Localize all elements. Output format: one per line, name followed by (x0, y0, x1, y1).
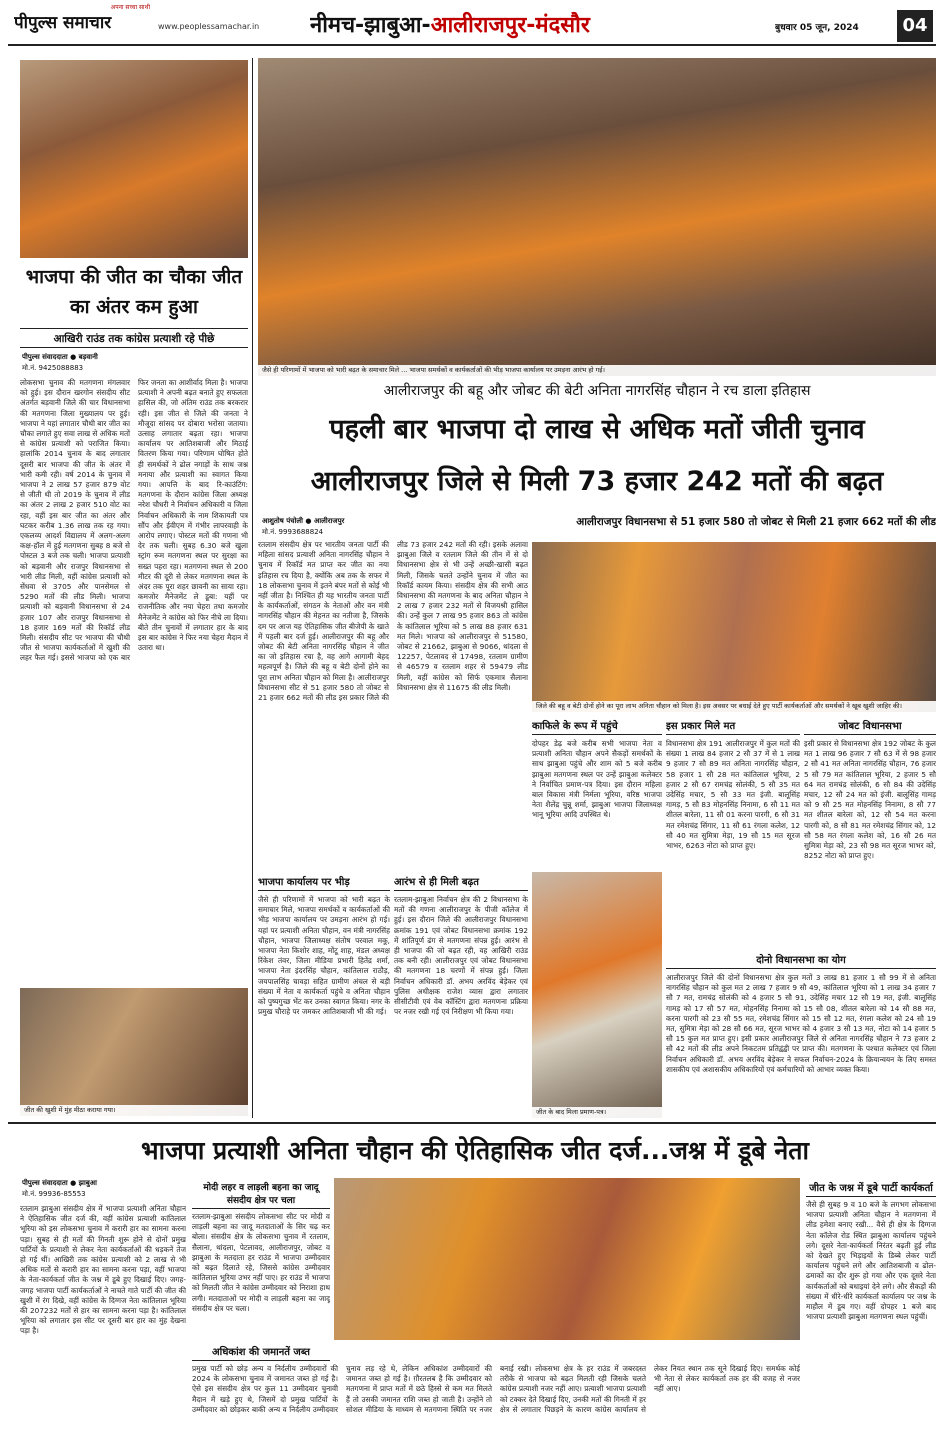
left-headline: भाजपा की जीत का चौका जीत का अंतर कम हुआ (25, 266, 243, 318)
section-aarambh-body: रतलाम-झाबुआ निर्वाचन क्षेत्र की 2 विधानसभा के मतों की गणना आलीराजपुर के पीजी कॉलेज में हुई। इस दौरान जिले की आलीराजपुर विधानसभा क्रमांक 191 एवं जोबट विधानसभा क्रमांक 192 में शांतिपूर्ण ढंग से मतगणना संपन्न हुई। आरंभ से ही भाजपा की जो बढ़त रही, वह आखिरी राउंड तक बनी रही। आलीराजपुर एवं जोबट विधानसभा की मतगणना 18 चरणों में संपन्न हुई। जिला निर्वाचन अधिकारी डॉ. अभय अरविंद बेड़ेकर एवं पुलिस अधीक्षक राजेश व्यास द्वारा लगातार सीसीटीवी एवं वेब कॉस्टिंग द्वारा मतगणना प्रक्रिया पर नजर रखी गई एवं निरीक्षण भी किया गया। (394, 895, 528, 1017)
lead-kicker: आलीराजपुर की बहू और जोबट की बेटी अनिता नागरसिंह चौहान ने रच डाला इतिहास (383, 383, 811, 399)
section-dono-title: दोनो विधानसभा का योग (666, 950, 936, 969)
section-adhikansh-body-text: प्रमुख पार्टी को छोड़ अन्य व निर्दलीय उम्मीदवारों की 2024 के लोकसभा चुनाव में जमानत जब्त हो गई है। ऐसे इस संसदीय क्षेत्र पर कुल 11 उम्मीदवार चुनावी मैदान में खड़े हुए थे, जिसमें दो प्रमुख पार्टियों के उम्मीदवार को छोड़कर बाकी अन्य व निर्दलीय उम्मीदवार चुनाव लड़ रहे थे, लेकिन अधिकांश उम्मीदवारों की जमानत जब्त हो गई है। ग़ौरतलब है कि उम्मीदवार को मतगणना में प्राप्त मतों में छठे हिस्से से कम मत मिलते हैं तो उसकी जमानत राशि जब्त हो जाती है। (192, 1364, 492, 1414)
page-number: 04 (897, 10, 933, 42)
section-mile-title: इस प्रकार मिले मत (666, 716, 800, 735)
section-side-title: जीत के जश्न में डूबे पार्टी कार्यकर्ता (806, 1178, 936, 1197)
lead-byline-mobile: मो.नं. 9993688824 (262, 528, 324, 536)
section-kafile-title: काफिले के रूप में पहुंचे (532, 716, 662, 735)
bottom-byline-place: झाबुआ (78, 1179, 97, 1187)
bottom-byline: पीपुल्स संवाददाता ● झाबुआ मो.नं. 99936-85553 (22, 1178, 182, 1200)
section-mile (666, 716, 800, 946)
bottom-celebration-photo (334, 1178, 800, 1340)
lead-article-body: रतलाम संसदीय क्षेत्र पर भारतीय जनता पार्टी की महिला सांसद प्रत्याशी अनिता नागरसिंह चौहान ने चुनाव में रिकॉर्ड मत प्राप्त कर जीत का नया इतिहास रच दिया है, क्योंकि अब तक के सफर में 18 लोकसभा चुनाव में इतने बंपर मतों से कोई भी नहीं जीता है। निश्चित ही यह भारतीय जनता पार्टी के कार्यकर्ताओं, संगठन के नेताओं और वन मंत्री नागरसिंह चौहान की मेहनत का नतीजा है, जिसके दम पर आज यह ऐतिहासिक जीत बीजेपी के खाते में पहली बार दर्ज हुई। आलीराजपुर की बहू और जोबट की बेटी अनिता नागरसिंह चौहान ने जीत का जो इतिहास रचा है, वह आगे आगामी बेहद महत्वपूर्ण है। जिले की बहू व बेटी दोनों होने का पूरा लाभ अनिता चौहान को मिला है। आलीराजपुर विधानसभा सीट से 51 हजार 580 तो जोबट से 21 हजार 662 मतों की लीड इस प्रकार जिले की लीड 73 हजार 242 मतों की रही। इसके अलावा झाबुआ जिले व रतलाम जिले की तीन में से दो विधानसभा क्षेत्र से भी उन्हें अच्छी-खासी बढ़त मिली, जिसके चलते उन्होंने चुनाव में जीत का रिकॉर्ड कायम किया। संसदीय क्षेत्र की सभी आठ विधानसभा की मतगणना के बाद अनिता चौहान ने 2 लाख 7 हजार 232 मतों से विजयश्री हासिल की। उन्हें कुल 7 लाख 95 हजार 863 तो कांग्रेस के कांतिलाल भूरिया को 5 लाख 88 हजार 631 मत मिले। भाजपा को आलीराजपुर से 51580, जोबट से 21662, झाबुआ से 9066, थांदला से 12257, पेटलावद से 17498, रतलाम ग्रामीण से 46579 व रतलाम शहर से 59479 लीड मिली, वहीं कांग्रेस को सिर्फ एकमात्र सैलाना विधानसभा क्षेत्र से 11675 की लीड मिली। (258, 540, 528, 703)
certificate-photo-caption: जीत के बाद मिला प्रमाण-पत्र। (532, 1107, 662, 1118)
lead-subhead: आलीराजपुर विधानसभा से 51 हजार 580 तो जोबट से मिली 21 हजार 662 मतों की लीड (576, 516, 936, 528)
section-adhikansh (192, 1342, 800, 1440)
lead-headline-1: पहली बार भाजपा दो लाख से अधिक मतों जीती चुनाव (329, 414, 865, 445)
bottom-body-3: उन्होंने तो सोशल मीडिया के माध्यम से मतगणना स्थिति पर नजर बनाई रखी। लोकसभा क्षेत्र के हर राउंड में जबरदस्त तरीके से भाजपा को बढ़त मिलती रही जिसके चलते कांग्रेस प्रत्याशी नजर नहीं आए। प्रत्याशी भाजपा प्रत्याशी को टक्कर देते दिखाई दिए, उनकी मतों की गिनती में हर क्षेत्र से लगातार पिछड़ने के कारण कांग्रेस कार्यालय से लेकर नियत स्थान तक सूने दिखाई दिए। समर्थक कोई भी नेता से लेकर कार्यकर्ता तक हर की वजह से नजर नहीं आए। (346, 1364, 800, 1414)
left-article-body: लोकसभा चुनाव की मतगणना मंगलवार को हुई। इस दौरान खरगोन संसदीय सीट अंतर्गत बड़वानी जिले की चार विधानसभा की मतगणना जिला मुख्यालय पर हुई। भाजपा ने यहां लगातार चौथी बार जीत का चौका लगाते हुए सवा लाख से अधिक मतों से कांग्रेस प्रत्याशी को पराजित किया। हालांकि 2014 चुनाव के बाद लगातार दूसरी बार भाजपा की जीत के अंतर में भारी कमी रही। वर्ष 2014 के चुनाव में भाजपा ने 2 लाख 57 हजार 879 वोट से जीती थी तो 2019 के चुनाव में लीड का अंतर 2 लाख 2 हजार 510 वोट का रहा, वहीं इस बार जीत का अंतर और घटकर करीब 1.36 लाख तक रह गया। एकलव्य आदर्श विद्यालय में अलग-अलग कक्ष-हॉल में हुई मतगणना सुबह 8 बजे से पोस्टल 3 बजे तक चली। भाजपा प्रत्याशी को बड़वानी और राजपुर विधानसभा से भारी लीड मिली, वहीं कांग्रेस प्रत्याशी को सेंधवा से 3705 और पानसेमल से 5290 मतों की लीड मिली। भाजपा प्रत्याशी को बड़वानी विधानसभा से 24 हजार 107 और राजपुर विधानसभा से 18 हजार 169 मतों की रिकॉर्ड लीड मिली। संसदीय सीट पर भाजपा की चौथी जीत से भाजपा कार्यकर्ताओं में खुशी की लहर फैल गई। इससे भाजपा को एक बार फिर जनता का आशीर्वाद मिला है। भाजपा प्रत्याशी ने अपनी बढ़त बनाते हुए सफलता हासिल की, जो अंतिम राउंड तक बरकरार रही। इस जीत से जिले की जनता ने मौजूदा सांसद पर दोबारा भरोसा जताया। उत्साह लगातार बढ़ता रहा। भाजपा कार्यालय पर आतिशबाजी और मिठाई वितरण किया गया। परिणाम घोषित होते ही समर्थकों ने ढोल नगाड़ों के साथ जश्न मनाया और प्रत्याशी का स्वागत किया गया। आपत्ति के बाद रि-काउंटिंग: मतगणना के दौरान कांग्रेस जिला अध्यक्ष नरेश चौधरी ने निर्वाचन अधिकारी व जिला निर्वाचन अधिकारी के नाम शिकायती पत्र सौंप और ईवीएम में गंभीर लापरवाही के आरोप लगाए। पोस्टल मतों की गणना भी देर तक चली। सुबह 6.30 बजे खुला स्ट्रांग रूम मतगणना स्थल पर सुरक्षा का सख्त पहरा रहा। मतगणना स्थल से 200 मीटर की दूरी से लेकर मतगणना स्थल के अंदर तक पूरा शहर छावनी का साया रहा। कमजोर मैनेजमेंट ले डूबा: यहीं पर राजनीतिक और नया चेहरा तथा कमजोर मैनेजमेंट ने कांग्रेस को फिर नीचे ला दिया। बीते तीन चुनावों में लगातार हार के बाद इस बार कांग्रेस ने फिर नया चेहरा मैदान में उतारा था। (20, 378, 248, 663)
lead-byline-place: आलीराजपुर (313, 517, 345, 525)
bottom-headline: भाजपा प्रत्याशी अनिता चौहान की ऐतिहासिक जीत दर्ज...जश्न में डूबे नेता (141, 1136, 809, 1165)
masthead (0, 0, 945, 52)
section-jobat (804, 716, 936, 946)
lead-byline: आशुतोष पंचोली ● आलीराजपुर मो.नं. 9993688824 (262, 516, 412, 538)
section-adhikansh-title: अधिकांश की जमानतें जब्त (192, 1342, 330, 1361)
left-byline-mobile: मो.नं. 9425088883 (22, 364, 84, 372)
section-aarambh-title: आरंभ से ही मिली बढ़त (394, 872, 528, 891)
section-bhid-title: भाजपा कार्यालय पर भीड़ (258, 872, 390, 891)
brand-logo: पीपुल्स समाचार (14, 13, 112, 33)
bottom-body-1: रतलाम झाबुआ संसदीय क्षेत्र में भाजपा प्रत्याशी अनिता चौहान ने ऐतिहासिक जीत दर्ज की, वहीं कांग्रेस प्रत्याशी कांतिलाल भूरिया को इस लोकसभा चुनाव में करारी हार का सामना करना पड़ा। सुबह से ही मतों की गिनती शुरू होने से दोनों प्रमुख पार्टियों के प्रत्याशी से लेकर नेता कार्यकर्ताओं की धड़कनें तेज हो गई थीं। आखिरी तक कांग्रेस प्रत्याशी को 2 लाख से भी अधिक मतों से करारी हार का सामना करना पड़ा, वहीं भाजपा के नेता-कार्यकर्ता जीत के जश्न में डूबे हुए दिखाई दिए। जगह-जगह भाजपा पार्टी कार्यकर्ताओं ने नाचते गाते पार्टी की जीत की खुशी में रंग दिखे, वहीं कांग्रेस के दिग्गज नेता कांतिलाल भूरिया की 207232 मतों से हार का सामना करना पड़ा है। कांतिलाल भूरिया को लगातार इस सीट पर दूसरी बार हार का मुंह देखना पड़ा है। (20, 1204, 186, 1336)
left-byline-place: बड़वानी (78, 353, 98, 361)
edition-part-1: नीमच-झाबुआ- (310, 13, 431, 38)
section-mile-body: विधानसभा क्षेत्र 191 आलीराजपुर में कुल मतों की संख्या 1 लाख 84 हजार 2 सौ 37 में से 1 लाख 9 हजार 7 सौ 89 मत अनिता नागरसिंह चौहान, 58 हजार 1 सौ 28 मत कांतिलाल भूरिया, 2 हजार 2 सौ 67 रामचंद्र सोलंकी, 5 सौ 35 मत उदेसिंह मचार, 5 सौ 33 मत इंजी. बालूसिंह गामड़, 5 सौ 83 मोहनसिंह निनामा, 6 सौ 11 मत शीतल बारेला, 11 सौ 01 करना पारगी, 6 सौ 31 मत रमेशचंद्र सिंगार, 11 सौ 61 रंगला कलेश, 12 सौ 40 मत सुमित्रा मेड़ा, 19 सौ 15 मत सूरज भाभर, 6263 नोटा को प्राप्त हुए। (666, 739, 800, 851)
masthead-rule (8, 44, 936, 46)
section-jobat-title: जोबट विधानसभा (804, 716, 936, 735)
section-jobat-body: इसी प्रकार से विधानसभा क्षेत्र 192 जोबट के कुल मत 1 लाख 96 हजार 7 सौ 63 में से 98 हजार 2 सौ 41 मत अनिता नागरसिंह चौहान, 76 हजार 5 सौ 79 मत कांतिलाल भूरिया, 2 हजार 5 सौ 64 मत रामचंद्र सोलंकी, 6 सौ 84 की उदेसिंह मचार, 12 सौ 24 मत को इंजी. बालूसिंह गामड़ को 9 सौ 25 मत मोहनसिंह निनामा, 8 सौ 77 मत शीतल बारेला को, 12 सौ 54 मत करना पारगी को, 8 सौ 81 मत रमेशचंद्र सिंगार को, 12 सौ 58 मत रंगला कलेश को, 16 सौ 26 मत सुमित्रा मेड़ा को, 23 सौ 98 मत सूरज भाभर को, 8252 नोटा को प्राप्त हुए। (804, 739, 936, 861)
section-modi-title: मोदी लहर व लाड़ली बहना का जादू संसदीय क्षेत्र पर चला (192, 1178, 330, 1209)
section-kafile-body: दोपहर डेढ़ बजे करीब सभी भाजपा नेता व प्रत्याशी अनिता चौहान अपने सैकड़ों समर्थकों के साथ झाबुआ पहुंचे और शाम को 5 बजे करीब झाबुआ मतगणना स्थल पर उन्हें झाबुआ कलेक्टर ने निर्वाचित प्रमाण-पत्र दिया। इस दौरान महिला बाल विकास मंत्री निर्मला भूरिया, वरिष्ठ भाजपा नेता शैलेंद्र चुन्नू शर्मा, झाबुआ भाजपा जिलाध्यक्ष भानू भूरिया आदि उपस्थित थे। (532, 739, 662, 820)
brand-tagline: अपना सच्चा साथी (110, 4, 150, 11)
section-side (806, 1178, 936, 1440)
site-url[interactable]: www.peoplessamachar.in (158, 22, 260, 31)
edition-title (310, 9, 730, 39)
section-modi (192, 1178, 330, 1338)
lead-photo (532, 542, 936, 712)
section-modi-body: रतलाम-झाबुआ संसदीय लोकसभा सीट पर मोदी व लाड़ली बहना का जादू मतदाताओं के सिर चढ़ कर बोला। संसदीय क्षेत्र के लोकसभा चुनाव में रतलाम, सैलाना, थांदला, पेटलावद, आलीराजपुर, जोबट व झाबुआ के मतदाता हर राउंड में भाजपा उम्मीदवार को बढ़त दिलाते रहे, जिससे कांग्रेस उम्मीदवार कांतिलाल भूरिया उभर नहीं पाए। हर राउंड में भाजपा को मिलती जीत ने कांग्रेस उम्मीदवार को निराशा हाथ लगी। मतदाताओं पर मोदी व लाड़ली बहना का जादू संसदीय क्षेत्र पर चला। (192, 1212, 330, 1313)
top-crowd-photo-caption: जैसे ही परिणामों में भाजपा को भारी बढ़त के समाचार मिले ... भाजपा समर्थकों व कार्यकर्ताओं की भीड़ भाजपा कार्यालय पर उमड़ना आरंभ हो गई। (258, 365, 936, 376)
section-side-body: जैसे ही सुबह 9 व 10 बजे के लगभग लोकसभा भाजपा प्रत्याशी अनिता चौहान ने मतगणना में लीड हमेशा बनाए रखी... वैसे ही क्षेत्र के दिग्गज नेता कॉलेज रोड स्थित झाबुआ कार्यालय पहुंचने लगे। दूसरे नेता-कार्यकर्ता निरंतर बढ़ती हुई लीड को देखते हुए भिड़ाइयों के डिब्बे लेकर पार्टी कार्यालय पहुंचने लगे और आतिशबाजी व ढोल-ढमाकों का दौर शुरू हो गया और एक दूसरे नेता कार्यकर्ताओं को बधाइयां देने लगे। और सैकड़ों की संख्या में धीरे-धीरे कार्यकर्ता कार्यालय पर जश्न के माहौल में डूब गए। वहीं दोपहर 1 बजे बाद भाजपा प्रत्याशी झाबुआ मतगणना स्थल पहुंचीं। (806, 1200, 936, 1322)
lead-byline-name: आशुतोष पंचोली (262, 517, 303, 525)
section-dono-body: आलीराजपुर जिले की दोनों विधानसभा क्षेत्र कुल मतों 3 लाख 81 हजार 1 सौ 99 में से अनिता नागरसिंह चौहान को कुल मत 2 लाख 7 हजार 9 सौ 49, कांतिलाल भूरिया को 1 लाख 34 हजार 7 सौ 7 मत, रामचंद्र सोलंकी को 4 हजार 5 सौ 91, उदेसिंह मचार 12 सौ 19 मत, इंजी. बालूसिंह गामड़ को 17 सौ 57 मत, मोहनसिंह निनामा को 15 सौ 08, शीतल बारेला को 14 सौ 88 मत, करना पारगी को 23 सौ 55 मत, रमेशचंद्र सिंगार को 15 सौ 12 मत, रंगला कलेश को 24 सौ 19 मत, सुमित्रा मेड़ा को 28 सौ 66 मत, सूरज भाभर को 4 हजार 3 सौ 13 मत, नोटा को 14 हजार 5 सौ 15 कुल मत प्राप्त हुए। इसी प्रकार आलीराजपुर जिले से अनिता नागरसिंह चौहान ने 73 हजार 2 सौ 42 मतों की लीड अपने निकटतम प्रतिद्वंद्वी पर प्राप्त की। मतगणना के पश्चात कलेक्टर एवं जिला निर्वाचन अधिकारी डॉ. अभय अरविंद बेड़ेकर ने सफल निर्वाचन-2024 के क्रियान्वयन के लिए समस्त शासकीय एवं अशासकीय अधिकारियों एवं कर्मचारियों को आभार व्यक्त किया। (666, 973, 936, 1074)
lead-photo-caption: जिले की बहू व बेटी दोनों होने का पूरा लाभ अनिता चौहान को मिला है। इस अवसर पर बधाई देते हुए पार्टी कार्यकर्ताओं और समर्थकों ने खूब खुशी जाहिर की। (532, 701, 936, 712)
section-dono (666, 950, 936, 1118)
left-top-photo (20, 60, 248, 258)
bottom-byline-name: पीपुल्स संवाददाता (22, 1179, 68, 1187)
section-bhid-body: जैसे ही परिणामों में भाजपा को भारी बढ़त के समाचार मिले, भाजपा समर्थकों व कार्यकर्ताओं की भीड़ भाजपा कार्यालय पर उमड़ना आरंभ हो गई। यहां पर प्रत्याशी अनिता चौहान, वन मंत्री नागरसिंह चौहान, भाजपा जिलाध्यक्ष संतोष परवाल मकू, भाजपा नेता किशोर शाह, मोंटू शाह, मंडल अध्यक्ष रिंकेश तंवर, जिला मीडिया प्रभारी हितेंद्र शर्मा, भाजपा नेता इंदरसिंह चौहान, कांतिलाल राठौड़, जयपालसिंह चावड़ा सहित ग्रामीण अंचल से बड़ी संख्या में नेता व कार्यकर्ता पहुंचे व अनिता चौहान को पुष्पगुच्छ भेंट कर उनका स्वागत किया। नगर के प्रमुख चौराहे पर जमकर आतिशबाजी भी की गई। (258, 895, 390, 1017)
left-bottom-photo-caption: जीत की खुशी में मुंह मीठा कराया गया। (20, 1105, 248, 1116)
issue-date: बुधवार 05 जून, 2024 (775, 23, 859, 33)
left-byline-name: पीपुल्स संवाददाता (22, 353, 68, 361)
left-column-rule (252, 58, 253, 1118)
top-crowd-photo (258, 58, 936, 376)
left-bottom-photo (20, 988, 248, 1116)
certificate-photo (532, 872, 662, 1118)
bottom-byline-mobile: मो.नं. 99936-85553 (22, 1190, 86, 1198)
section-aarambh (394, 872, 528, 1118)
section-adhikansh-body (192, 1364, 800, 1415)
left-subhead: आखिरी राउंड तक कांग्रेस प्रत्याशी रहे पीछे (20, 328, 248, 348)
bottom-divider (8, 1122, 936, 1124)
edition-part-2: आलीराजपुर-मंदसौर (430, 13, 590, 38)
lead-headline-2: आलीराजपुर जिले से मिली 73 हजार 242 मतों की बढ़त (310, 466, 884, 497)
section-kafile (532, 716, 662, 866)
section-bhid (258, 872, 390, 1118)
left-byline: पीपुल्स संवाददाता ● बड़वानी मो.नं. 9425088883 (22, 352, 132, 374)
